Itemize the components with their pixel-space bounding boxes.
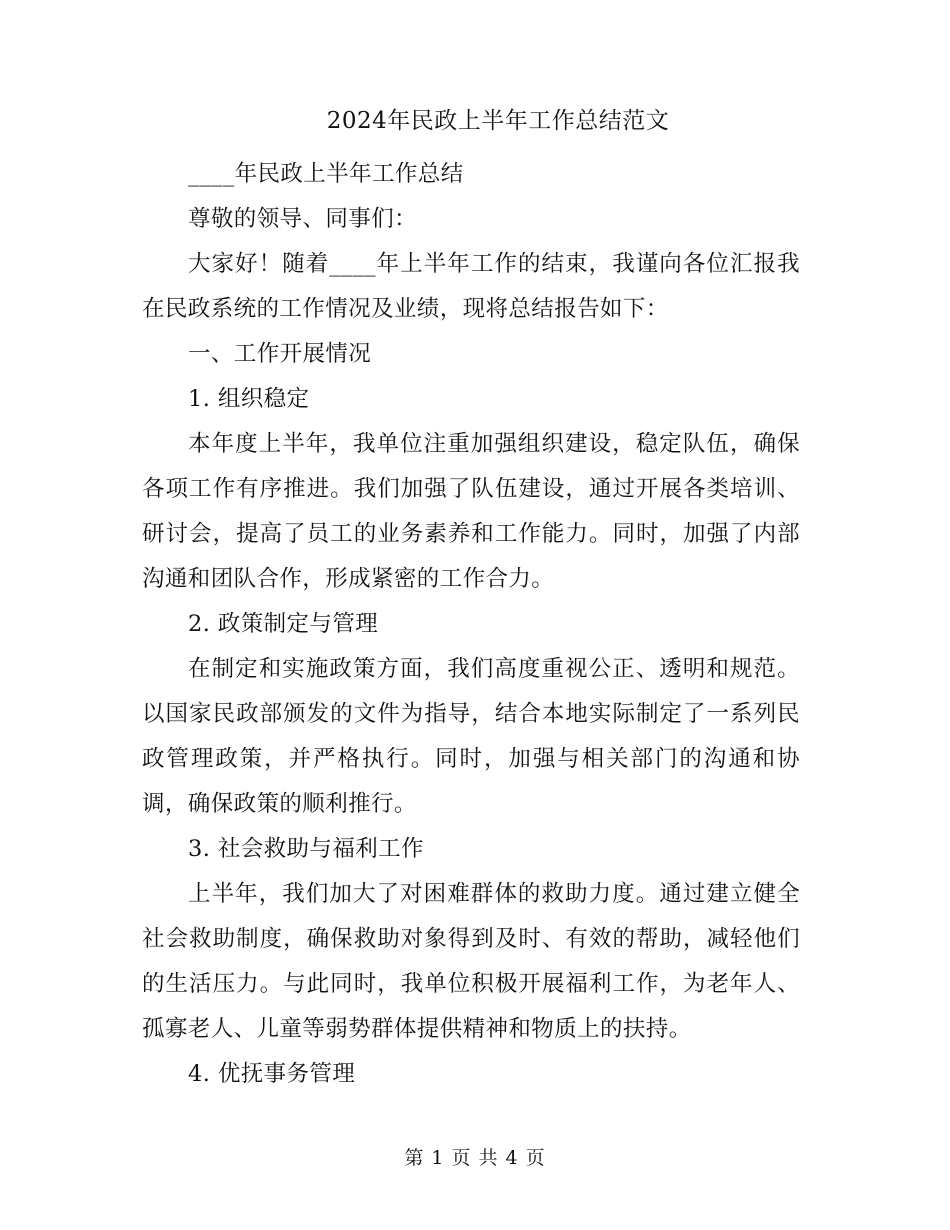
section-heading: 一、工作开展情况 <box>188 341 372 367</box>
salutation-paragraph: 尊敬的领导、同事们： <box>188 206 418 232</box>
subsection-heading-1: 1. 组织稳定 <box>188 386 310 412</box>
subsection-heading-2: 2. 政策制定与管理 <box>188 611 379 637</box>
document-body <box>142 152 800 1097</box>
body-paragraph-1: 本年度上半年，我单位注重加强组织建设，稳定队伍，确保各项工作有序推进。我们加强了队伍建设，通过开展各类培训、研讨会，提高了员工的业务素养和工作能力。同时，加强了内部沟通和团队合作，形成紧密的工作合力。 <box>142 431 800 592</box>
document-title: 2024年民政上半年工作总结范文 <box>326 108 670 134</box>
intro-paragraph: 大家好！随着____年上半年工作的结束，我谨向各位汇报我在民政系统的工作情况及业绩，现将总结报告如下： <box>142 251 800 322</box>
subsection-heading-3: 3. 社会救助与福利工作 <box>188 836 424 862</box>
subsection-heading-4: 4. 优抚事务管理 <box>188 1061 356 1087</box>
body-paragraph-2: 在制定和实施政策方面，我们高度重视公正、透明和规范。以国家民政部颁发的文件为指导，结合本地实际制定了一系列民政管理政策，并严格执行。同时，加强与相关部门的沟通和协调，确保政策的顺利推行。 <box>142 656 800 817</box>
page-number-footer: 第 1 页 共 4 页 <box>404 1147 546 1169</box>
body-paragraph-3: 上半年，我们加大了对困难群体的救助力度。通过建立健全社会救助制度，确保救助对象得到及时、有效的帮助，减轻他们的生活压力。与此同时，我单位积极开展福利工作，为老年人、孤寡老人、儿童等弱势群体提供精神和物质上的扶持。 <box>142 881 800 1042</box>
subtitle-paragraph: ____年民政上半年工作总结 <box>188 161 464 187</box>
